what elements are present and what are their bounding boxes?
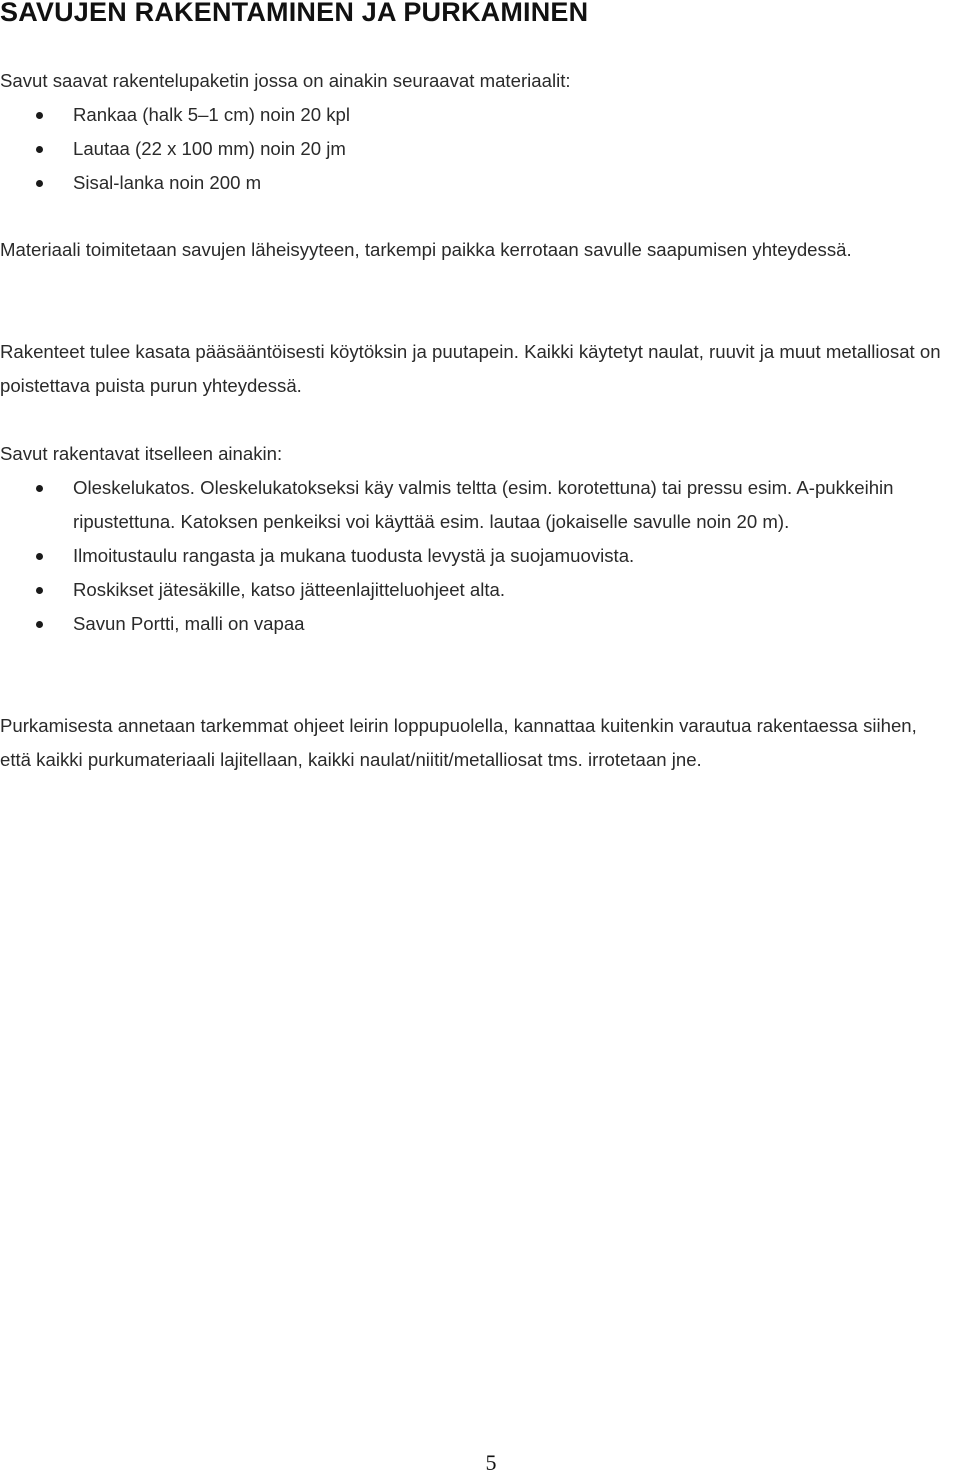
- dismantling-section: [0, 709, 960, 777]
- build-section: [0, 437, 960, 641]
- bullet-icon: [36, 587, 43, 594]
- build-item-text: Savun Portti, malli on vapaa: [73, 613, 305, 634]
- material-item-text: Rankaa (halk 5–1 cm) noin 20 kpl: [73, 104, 350, 125]
- build-item-text: Roskikset jätesäkille, katso jätteenlajitteluohjeet alta.: [73, 579, 506, 600]
- list-item: [0, 607, 960, 641]
- bullet-icon: [36, 485, 43, 492]
- bullet-icon: [36, 553, 43, 560]
- list-item: [0, 539, 960, 573]
- delivery-paragraph: Materiaali toimitetaan savujen läheisyyteen, tarkempi paikka kerrotaan savulle saapumisen yhteydessä.: [0, 239, 852, 260]
- list-item: [0, 98, 960, 132]
- bullet-icon: [36, 112, 43, 119]
- page-number: 5: [485, 1450, 497, 1475]
- materials-list: [0, 98, 960, 200]
- build-item-text: Ilmoitustaulu rangasta ja mukana tuodusta levystä ja suojamuovista.: [73, 545, 635, 566]
- build-intro-paragraph: Savut rakentavat itselleen ainakin:: [0, 443, 283, 464]
- list-item: [0, 573, 960, 607]
- bullet-icon: [36, 146, 43, 153]
- bullet-icon: [36, 180, 43, 187]
- fastening-section: [0, 335, 960, 403]
- dismantling-paragraph: Purkamisesta annetaan tarkemmat ohjeet leirin loppupuolella, kannattaa kuitenkin varautua rakentaessa siihen, että kaikki purkumateriaali lajitellaan, kaikki naulat/niitit/metalliosat tms. irrotetaan jne.: [0, 715, 917, 770]
- page-title: SAVUJEN RAKENTAMINEN JA PURKAMINEN: [0, 0, 589, 27]
- build-item-text: Oleskelukatos. Oleskelukatokseksi käy valmis teltta (esim. korotettuna) tai pressu esim. A-pukkeihin ripustettuna. Katoksen penkeiksi voi käyttää esim. lautaa (jokaiselle savulle noin 20 m).: [73, 477, 894, 532]
- list-item: [0, 471, 960, 539]
- material-item-text: Sisal-lanka noin 200 m: [73, 172, 262, 193]
- list-item: [0, 166, 960, 200]
- list-item: [0, 132, 960, 166]
- material-item-text: Lautaa (22 x 100 mm) noin 20 jm: [73, 138, 346, 159]
- build-list: [0, 471, 960, 641]
- fastening-paragraph: Rakenteet tulee kasata pääsääntöisesti köytöksin ja puutapein. Kaikki käytetyt naulat, ruuvit ja muut metalliosat on poistettava puista purun yhteydessä.: [0, 341, 941, 396]
- delivery-section: [0, 233, 960, 267]
- intro-paragraph: Savut saavat rakentelupaketin jossa on ainakin seuraavat materiaalit:: [0, 70, 571, 91]
- materials-section: [0, 64, 960, 200]
- bullet-icon: [36, 621, 43, 628]
